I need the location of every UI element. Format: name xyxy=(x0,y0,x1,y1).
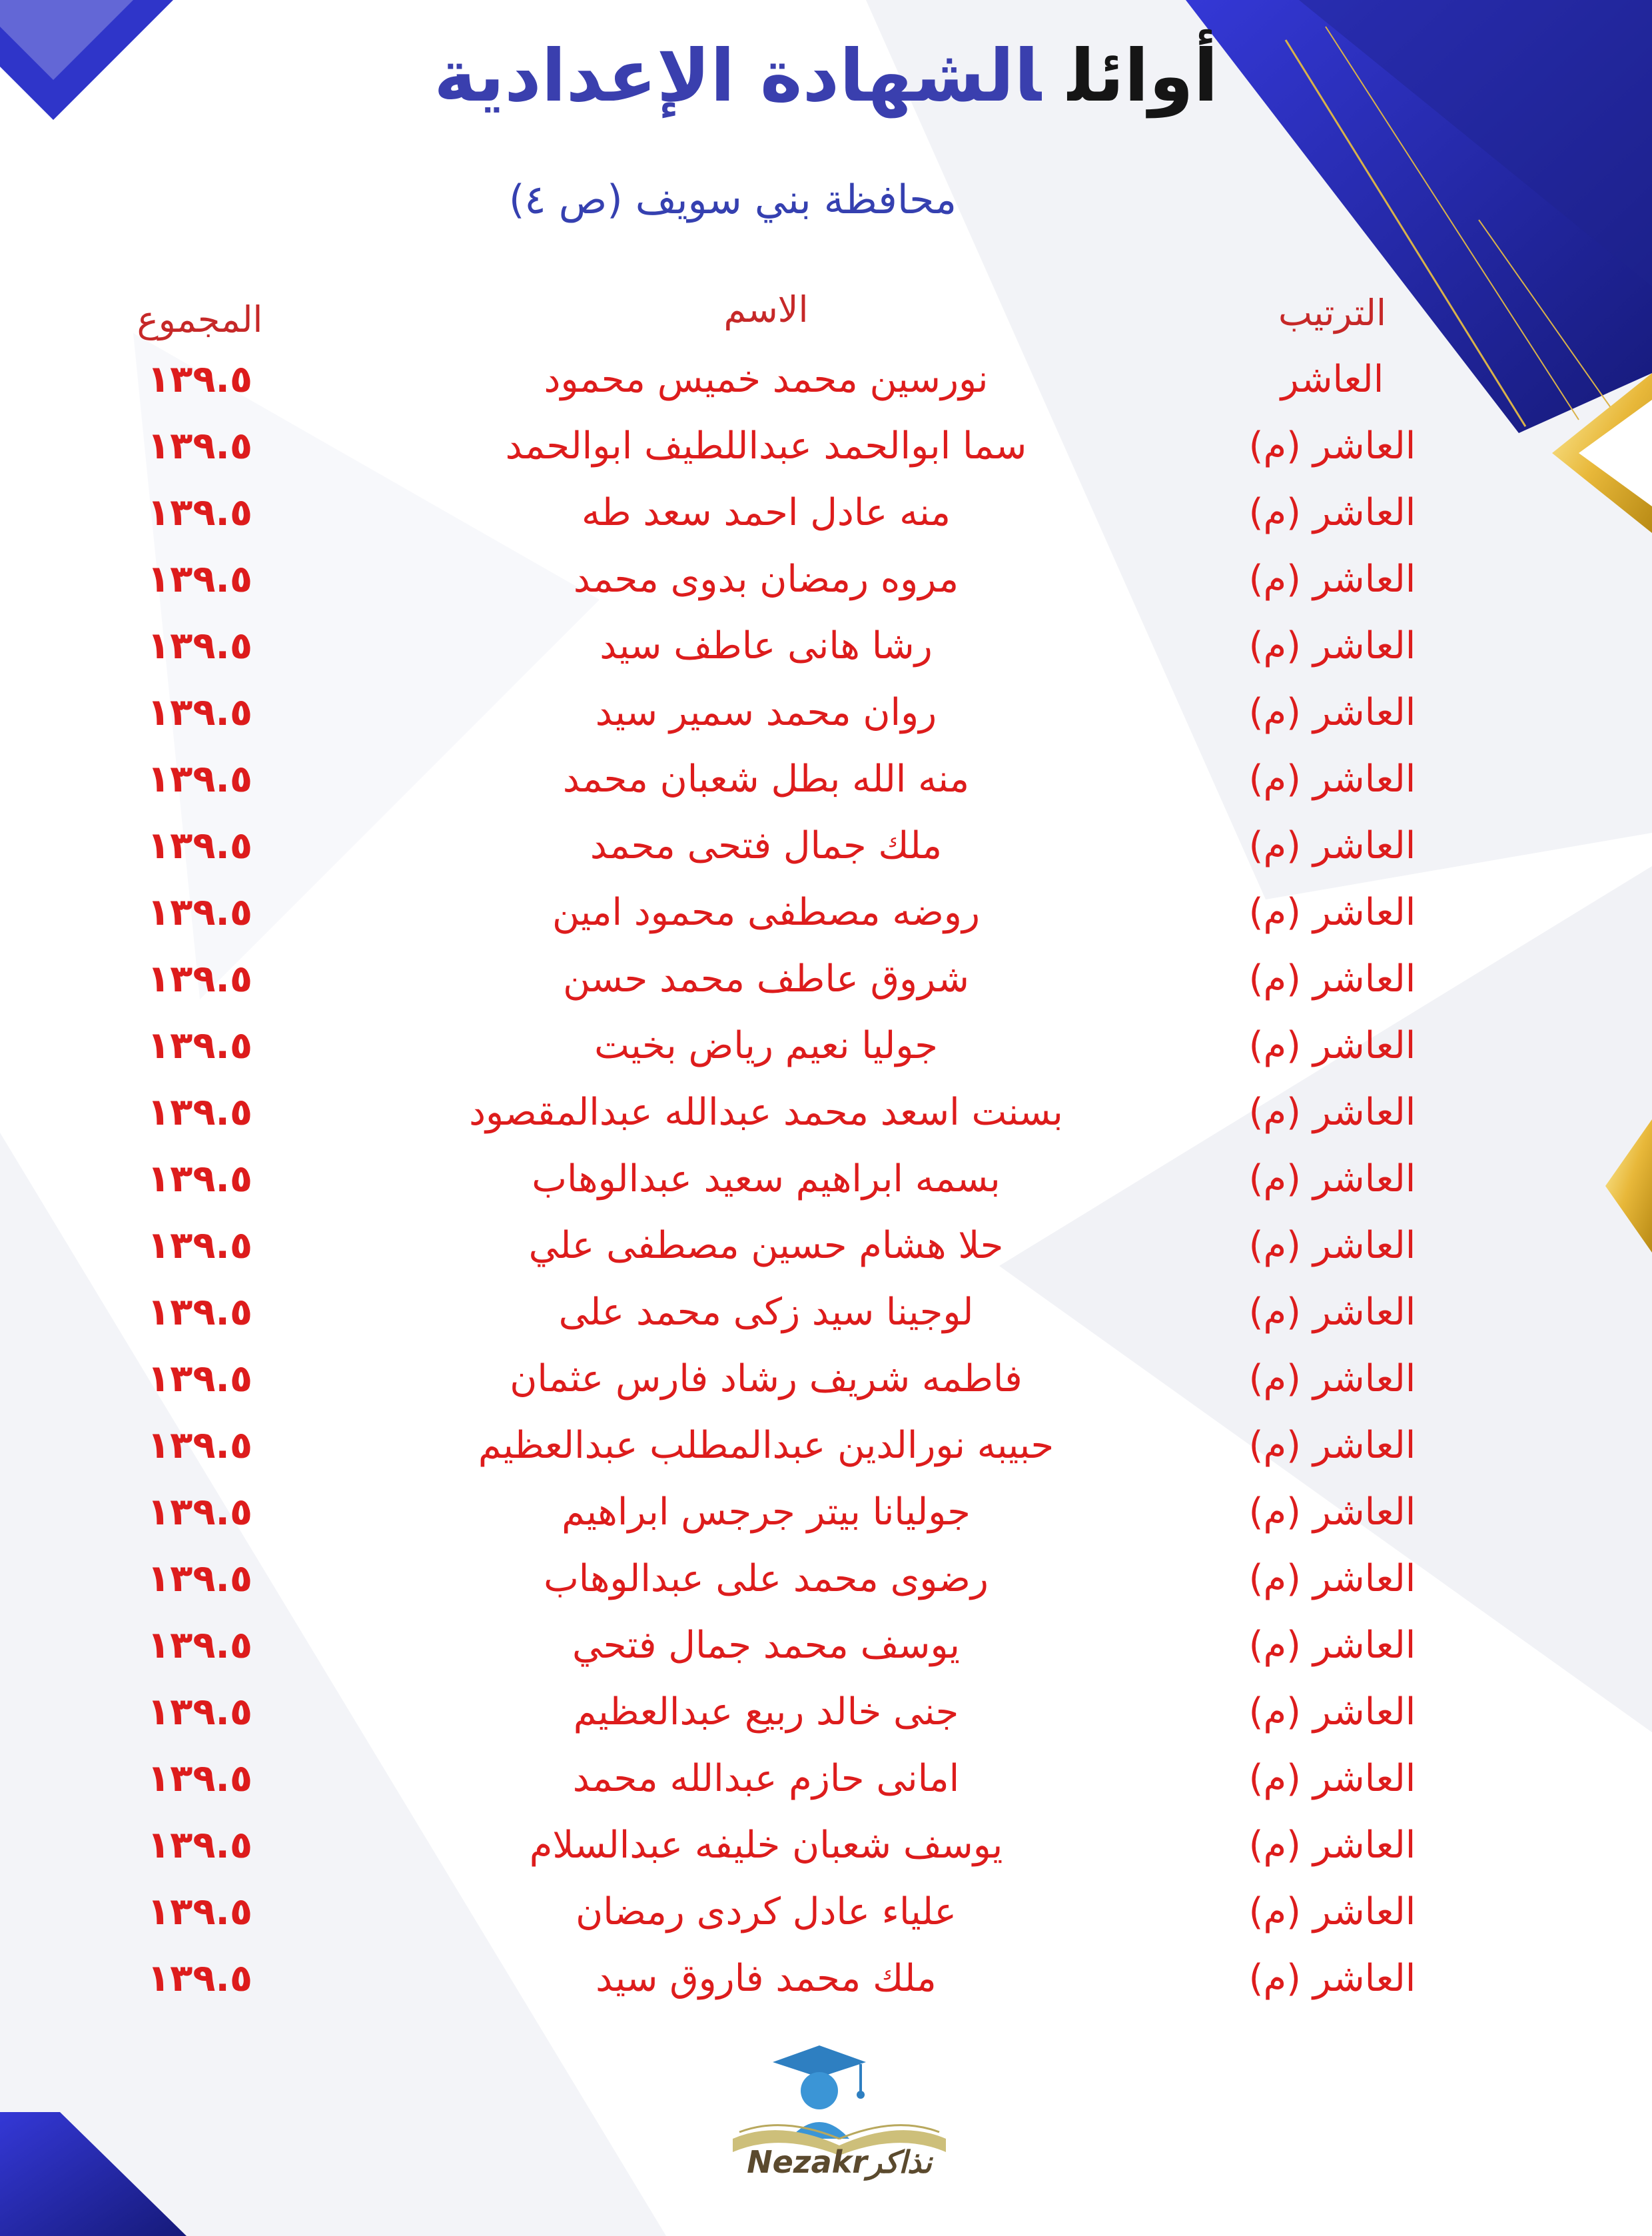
table-row xyxy=(0,1146,1652,1213)
name-cell: ملك محمد فاروق سيد xyxy=(596,1957,937,2000)
name-cell: علياء عادل كردى رمضان xyxy=(576,1890,957,1934)
name-cell: جنى خالد ربيع عبدالعظيم xyxy=(573,1690,959,1734)
rank-cell: العاشر (م) xyxy=(1248,1890,1416,1934)
total-cell: ١٣٩.٥ xyxy=(147,1424,252,1467)
table-row xyxy=(0,879,1652,946)
name-cell: بسمه ابراهيم سعيد عبدالوهاب xyxy=(532,1157,1001,1201)
rank-cell: العاشر (م) xyxy=(1248,624,1416,668)
table-row xyxy=(0,1612,1652,1679)
rank-cell: العاشر (م) xyxy=(1248,1091,1416,1134)
table-row xyxy=(0,946,1652,1013)
name-cell: فاطمه شريف رشاد فارس عثمان xyxy=(510,1357,1023,1400)
page-title xyxy=(0,20,1652,133)
name-cell: منه الله بطل شعبان محمد xyxy=(562,758,970,801)
rank-cell: العاشر (م) xyxy=(1248,824,1416,867)
rank-cell: العاشر (م) xyxy=(1248,1424,1416,1467)
rank-cell: العاشر (م) xyxy=(1248,1490,1416,1534)
table-row xyxy=(0,346,1652,413)
total-cell: ١٣٩.٥ xyxy=(147,1557,252,1600)
total-cell: ١٣٩.٥ xyxy=(147,1357,252,1400)
title-black: أوائل xyxy=(1067,35,1218,118)
total-cell: ١٣٩.٥ xyxy=(147,891,252,934)
total-cell: ١٣٩.٥ xyxy=(147,691,252,734)
total-cell: ١٣٩.٥ xyxy=(147,824,252,867)
total-cell: ١٣٩.٥ xyxy=(147,1490,252,1534)
name-cell: روضه مصطفى محمود امين xyxy=(552,891,981,934)
rank-cell: العاشر (م) xyxy=(1248,1291,1416,1334)
rank-cell: العاشر (م) xyxy=(1248,1557,1416,1600)
table-row xyxy=(0,1479,1652,1546)
name-cell: مروه رمضان بدوى محمد xyxy=(573,558,959,601)
table-row xyxy=(0,1679,1652,1746)
rank-cell: العاشر (م) xyxy=(1248,491,1416,534)
rank-cell: العاشر (م) xyxy=(1248,1624,1416,1667)
table-row xyxy=(0,546,1652,613)
table-row xyxy=(0,1812,1652,1879)
table-row xyxy=(0,1213,1652,1279)
table-row xyxy=(0,1279,1652,1346)
rank-cell: العاشر (م) xyxy=(1248,891,1416,934)
name-cell: رشا هانى عاطف سيد xyxy=(600,624,933,668)
total-cell: ١٣٩.٥ xyxy=(147,1690,252,1734)
total-cell: ١٣٩.٥ xyxy=(147,957,252,1001)
rank-cell: العاشر (م) xyxy=(1248,1957,1416,2000)
total-cell: ١٣٩.٥ xyxy=(147,1824,252,1867)
total-cell: ١٣٩.٥ xyxy=(147,1890,252,1934)
rank-cell: العاشر (م) xyxy=(1248,1024,1416,1067)
column-header-rank: الترتيب xyxy=(1278,292,1386,334)
rank-cell: العاشر (م) xyxy=(1248,424,1416,468)
name-cell: يوسف شعبان خليفه عبدالسلام xyxy=(529,1824,1003,1867)
total-cell: ١٣٩.٥ xyxy=(147,1024,252,1067)
name-cell: امانى حازم عبدالله محمد xyxy=(572,1757,960,1800)
table-row xyxy=(0,1346,1652,1412)
table-row xyxy=(0,1013,1652,1079)
total-cell: ١٣٩.٥ xyxy=(147,1757,252,1800)
table-row xyxy=(0,413,1652,480)
table-row xyxy=(0,1079,1652,1146)
name-cell: جوليانا بيتر جرجس ابراهيم xyxy=(562,1490,971,1534)
table-row xyxy=(0,1412,1652,1479)
name-cell: جوليا نعيم رياض بخيت xyxy=(594,1024,938,1067)
table-row xyxy=(0,813,1652,879)
total-cell: ١٣٩.٥ xyxy=(147,1291,252,1334)
page-subtitle: محافظة بني سويف (ص ٤) xyxy=(508,177,957,223)
name-cell: بسنت اسعد محمد عبدالله عبدالمقصود xyxy=(469,1091,1063,1134)
name-cell: نورسين محمد خميس محمود xyxy=(544,358,989,401)
total-cell: ١٣٩.٥ xyxy=(147,358,252,401)
rank-cell: العاشر (م) xyxy=(1248,1157,1416,1201)
total-cell: ١٣٩.٥ xyxy=(147,558,252,601)
total-cell: ١٣٩.٥ xyxy=(147,1957,252,2000)
total-cell: ١٣٩.٥ xyxy=(147,491,252,534)
table-row xyxy=(0,680,1652,746)
total-cell: ١٣٩.٥ xyxy=(147,424,252,468)
table-row xyxy=(0,613,1652,680)
total-cell: ١٣٩.٥ xyxy=(147,1224,252,1267)
column-header-name: الاسم xyxy=(723,288,809,330)
table-row xyxy=(0,1546,1652,1612)
rank-cell: العاشر (م) xyxy=(1248,1824,1416,1867)
name-cell: يوسف محمد جمال فتحي xyxy=(572,1624,960,1667)
total-cell: ١٣٩.٥ xyxy=(147,624,252,668)
name-cell: سما ابوالحمد عبداللطيف ابوالحمد xyxy=(505,424,1027,468)
rank-cell: العاشر (م) xyxy=(1248,1224,1416,1267)
name-cell: روان محمد سمير سيد xyxy=(595,691,937,734)
table-row xyxy=(0,480,1652,546)
name-cell: ملك جمال فتحى محمد xyxy=(590,824,943,867)
rank-cell: العاشر (م) xyxy=(1248,1757,1416,1800)
total-cell: ١٣٩.٥ xyxy=(147,1157,252,1201)
name-cell: حلا هشام حسين مصطفى علي xyxy=(528,1224,1004,1267)
rank-cell: العاشر (م) xyxy=(1248,691,1416,734)
total-cell: ١٣٩.٥ xyxy=(147,758,252,801)
name-cell: لوجينا سيد زكى محمد على xyxy=(558,1291,974,1334)
logo-text: Nezakrنذاكر xyxy=(747,2144,932,2180)
table-row xyxy=(0,1946,1652,2012)
total-cell: ١٣٩.٥ xyxy=(147,1624,252,1667)
title-blue: الشهادة الإعدادية xyxy=(434,35,1041,118)
rank-cell: العاشر (م) xyxy=(1248,558,1416,601)
name-cell: حبيبه نورالدين عبدالمطلب عبدالعظيم xyxy=(478,1424,1054,1467)
name-cell: منه عادل احمد سعد طه xyxy=(581,491,951,534)
name-cell: شروق عاطف محمد حسن xyxy=(563,957,969,1001)
rank-cell: العاشر (م) xyxy=(1248,1690,1416,1734)
name-cell: رضوى محمد على عبدالوهاب xyxy=(544,1557,989,1600)
column-header-total: المجموع xyxy=(137,298,263,340)
rank-cell: العاشر xyxy=(1280,358,1384,401)
rank-cell: العاشر (م) xyxy=(1248,957,1416,1001)
table-row xyxy=(0,1746,1652,1812)
table-row xyxy=(0,746,1652,813)
total-cell: ١٣٩.٥ xyxy=(147,1091,252,1134)
results-table xyxy=(0,346,1652,2012)
table-row xyxy=(0,1879,1652,1946)
rank-cell: العاشر (م) xyxy=(1248,1357,1416,1400)
rank-cell: العاشر (م) xyxy=(1248,758,1416,801)
